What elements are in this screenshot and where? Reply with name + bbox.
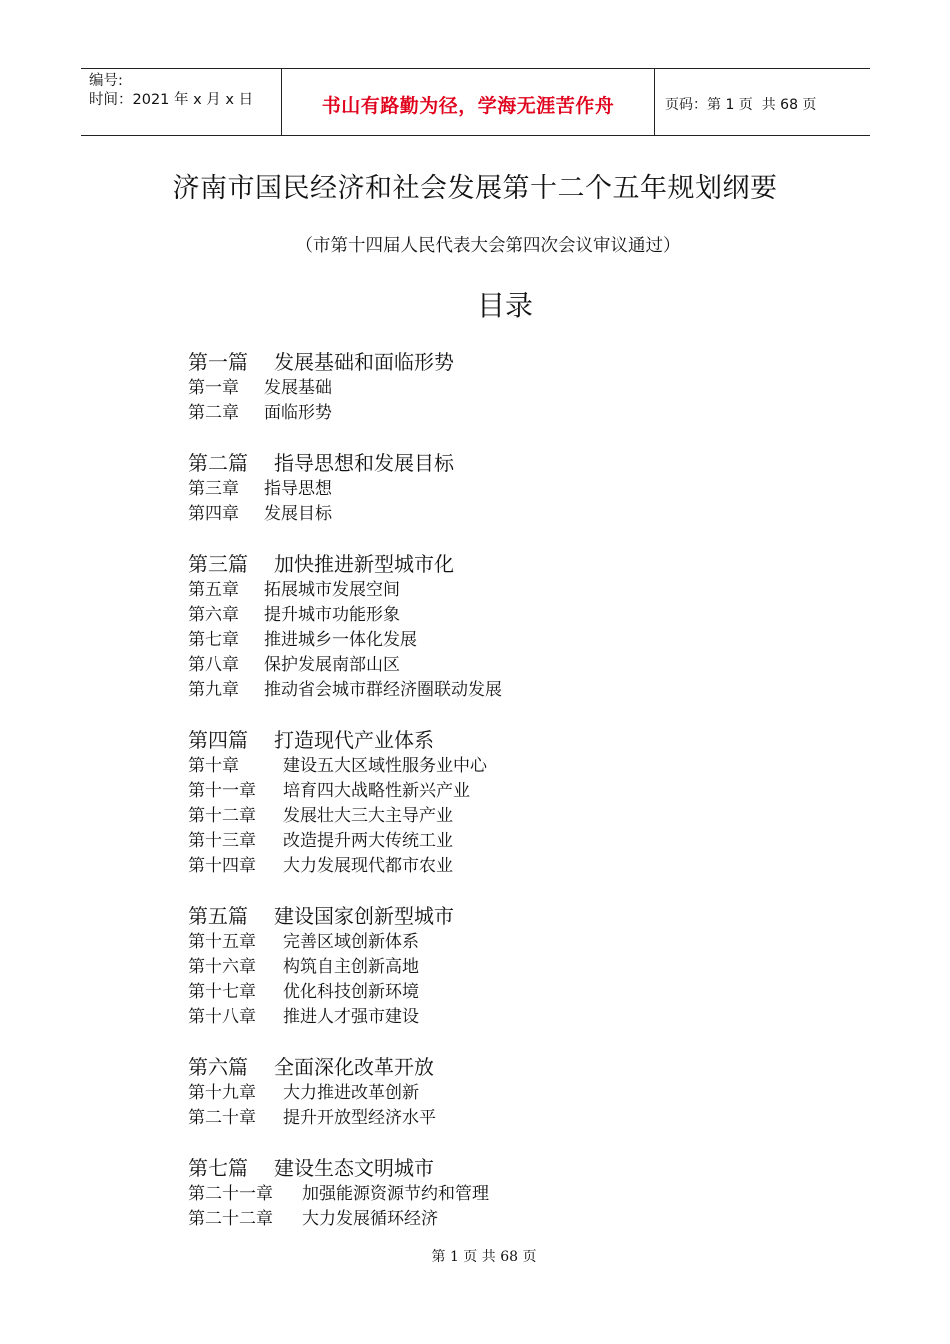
document-subtitle: （市第十四届人民代表大会第四次会议审议通过）: [295, 236, 681, 256]
header-meta: [81, 69, 282, 135]
toc-chapter-name: 推动省会城市群经济圈联动发展: [264, 680, 502, 700]
toc-chapter-number: 第十九章: [188, 1083, 256, 1103]
toc-chapter[interactable]: [188, 1106, 788, 1131]
toc-chapter-name: 优化科技创新环境: [283, 982, 419, 1002]
toc-chapter-name: 推进人才强市建设: [283, 1007, 419, 1027]
toc-chapter[interactable]: [188, 1081, 788, 1106]
toc-part: [188, 449, 788, 527]
toc-chapter-number: 第八章: [188, 655, 239, 675]
toc-part-title[interactable]: [188, 449, 788, 477]
toc-chapter[interactable]: [188, 477, 788, 502]
toc-part-title[interactable]: [188, 1053, 788, 1081]
toc-part-title[interactable]: [188, 1154, 788, 1182]
toc-part-title[interactable]: [188, 902, 788, 930]
toc-chapter-name: 培育四大战略性新兴产业: [283, 781, 470, 801]
toc-part: [188, 1154, 788, 1232]
toc-chapter[interactable]: [188, 1005, 788, 1030]
toc-part-name: 全面深化改革开放: [274, 1055, 434, 1079]
toc-chapter-number: 第三章: [188, 479, 239, 499]
toc-part-number: 第六篇: [188, 1055, 248, 1079]
toc-chapter-name: 建设五大区域性服务业中心: [283, 756, 487, 776]
toc-chapter-number: 第十六章: [188, 957, 256, 977]
toc-chapter-number: 第十二章: [188, 806, 256, 826]
toc-chapter[interactable]: [188, 603, 788, 628]
toc-chapter-number: 第十八章: [188, 1007, 256, 1027]
table-of-contents: [188, 348, 788, 1255]
toc-chapter-number: 第二十章: [188, 1108, 256, 1128]
toc-chapter-number: 第一章: [188, 378, 239, 398]
toc-chapter-number: 第十章: [188, 756, 239, 776]
toc-part-name: 打造现代产业体系: [274, 728, 434, 752]
toc-part: [188, 1053, 788, 1131]
toc-chapter-name: 发展壮大三大主导产业: [283, 806, 453, 826]
toc-chapter-number: 第六章: [188, 605, 239, 625]
toc-chapter[interactable]: [188, 1182, 788, 1207]
document-title: 济南市国民经济和社会发展第十二个五年规划纲要: [172, 173, 778, 204]
toc-part-name: 发展基础和面临形势: [274, 350, 454, 374]
time-label: 时间：2021 年 x 月 x 日: [89, 92, 254, 108]
toc-chapter[interactable]: [188, 578, 788, 603]
toc-chapter-number: 第二十一章: [188, 1184, 273, 1204]
toc-chapter-name: 提升城市功能形象: [264, 605, 400, 625]
toc-chapter-number: 第十五章: [188, 932, 256, 952]
toc-part-title[interactable]: [188, 550, 788, 578]
page-info: 页码：第 1 页 共 68 页: [665, 96, 817, 113]
header-slogan-cell: [282, 69, 655, 135]
toc-chapter[interactable]: [188, 376, 788, 401]
toc-part-title[interactable]: [188, 726, 788, 754]
toc-chapter-name: 完善区域创新体系: [283, 932, 419, 952]
toc-chapter-name: 指导思想: [264, 479, 332, 499]
toc-chapter-number: 第九章: [188, 680, 239, 700]
toc-chapter-number: 第十四章: [188, 856, 256, 876]
toc-chapter[interactable]: [188, 653, 788, 678]
toc-chapter[interactable]: [188, 829, 788, 854]
toc-chapter-number: 第七章: [188, 630, 239, 650]
toc-chapter-number: 第四章: [188, 504, 239, 524]
toc-chapter[interactable]: [188, 804, 788, 829]
toc-part-number: 第三篇: [188, 552, 248, 576]
serial-label: 编号:: [89, 73, 123, 89]
slogan: 书山有路勤为径，学海无涯苦作舟: [321, 94, 615, 117]
toc-chapter-name: 大力推进改革创新: [283, 1083, 419, 1103]
toc-chapter[interactable]: [188, 678, 788, 703]
toc-part-number: 第一篇: [188, 350, 248, 374]
toc-part: [188, 902, 788, 1030]
toc-chapter[interactable]: [188, 502, 788, 527]
toc-part-number: 第五篇: [188, 904, 248, 928]
page-footer: 第 1 页 共 68 页: [431, 1249, 537, 1265]
toc-part-name: 建设生态文明城市: [274, 1156, 434, 1180]
toc-chapter-number: 第二十二章: [188, 1209, 273, 1229]
toc-chapter-name: 面临形势: [264, 403, 332, 423]
toc-chapter-name: 改造提升两大传统工业: [283, 831, 453, 851]
toc-part-number: 第四篇: [188, 728, 248, 752]
toc-chapter-name: 大力发展循环经济: [302, 1209, 438, 1229]
toc-chapter-name: 拓展城市发展空间: [264, 580, 400, 600]
toc-chapter[interactable]: [188, 401, 788, 426]
header-page-cell: [655, 69, 870, 135]
toc-chapter[interactable]: [188, 779, 788, 804]
toc-chapter-number: 第十七章: [188, 982, 256, 1002]
toc-heading: 目录: [476, 289, 533, 322]
toc-chapter[interactable]: [188, 930, 788, 955]
toc-chapter[interactable]: [188, 980, 788, 1005]
toc-part-title[interactable]: [188, 348, 788, 376]
toc-part-number: 第二篇: [188, 451, 248, 475]
toc-chapter-name: 提升开放型经济水平: [283, 1108, 436, 1128]
toc-part: [188, 348, 788, 426]
toc-chapter-name: 大力发展现代都市农业: [283, 856, 453, 876]
toc-chapter-number: 第十一章: [188, 781, 256, 801]
toc-chapter-name: 加强能源资源节约和管理: [302, 1184, 489, 1204]
toc-chapter-number: 第二章: [188, 403, 239, 423]
toc-chapter-name: 发展目标: [264, 504, 332, 524]
toc-part-name: 加快推进新型城市化: [274, 552, 454, 576]
toc-chapter[interactable]: [188, 754, 788, 779]
toc-chapter[interactable]: [188, 955, 788, 980]
toc-chapter-name: 推进城乡一体化发展: [264, 630, 417, 650]
toc-chapter-name: 保护发展南部山区: [264, 655, 400, 675]
toc-part: [188, 550, 788, 703]
toc-part: [188, 726, 788, 879]
toc-chapter-number: 第十三章: [188, 831, 256, 851]
toc-chapter[interactable]: [188, 1207, 788, 1232]
toc-chapter-number: 第五章: [188, 580, 239, 600]
toc-chapter[interactable]: [188, 854, 788, 879]
toc-part-number: 第七篇: [188, 1156, 248, 1180]
page-header: [81, 68, 870, 136]
toc-chapter-name: 发展基础: [264, 378, 332, 398]
toc-chapter-name: 构筑自主创新高地: [283, 957, 419, 977]
toc-part-name: 建设国家创新型城市: [274, 904, 454, 928]
toc-part-name: 指导思想和发展目标: [274, 451, 454, 475]
toc-chapter[interactable]: [188, 628, 788, 653]
